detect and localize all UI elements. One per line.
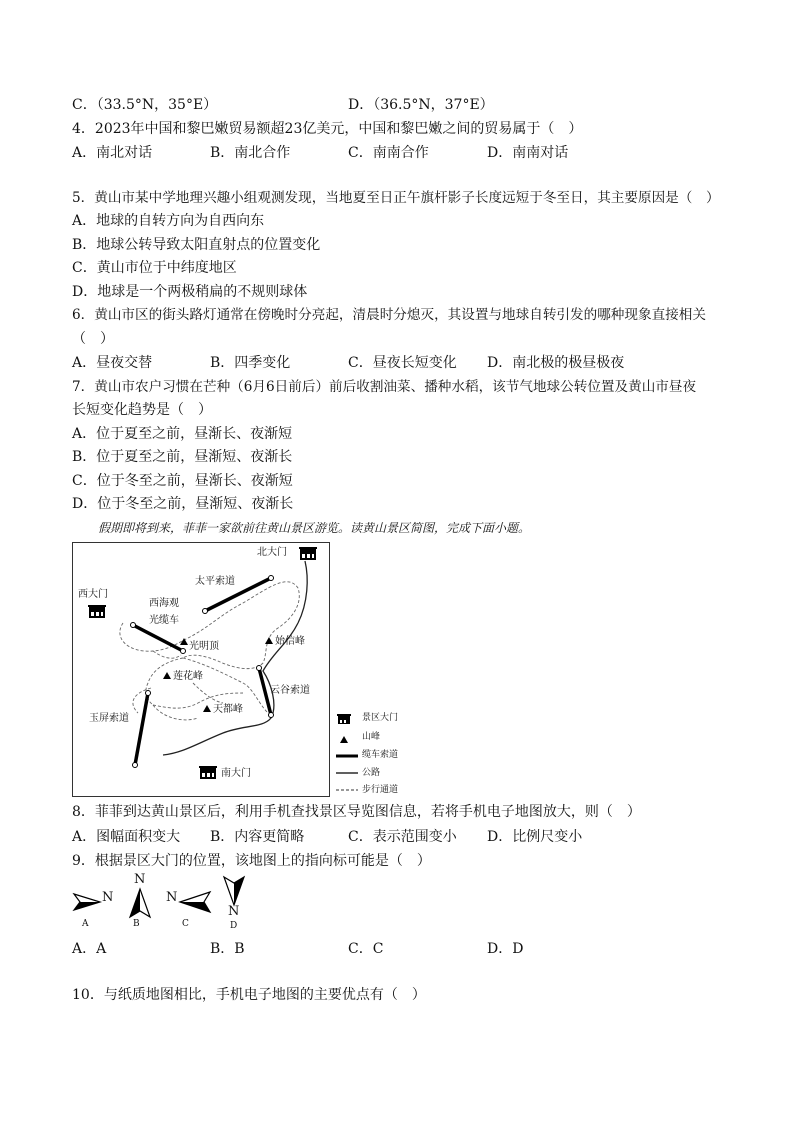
q4-option-a: A．南北对话 [72, 145, 153, 161]
q9-option-c: C．C [348, 941, 384, 957]
label-tiandu: 天都峰 [213, 704, 243, 715]
label-yungu: 云谷索道 [270, 685, 310, 696]
q7-option-d: D．位于冬至之前，昼渐短、夜渐长 [72, 496, 294, 512]
compass-c-north: N [166, 890, 178, 905]
q9-option-a: A．A [72, 941, 107, 957]
label-xihai-1: 西海观 [149, 598, 179, 609]
q6-option-b: B．四季变化 [210, 355, 291, 371]
label-yuping: 玉屏索道 [89, 713, 129, 724]
compass-a-north: N [102, 890, 114, 905]
q5-option-c: C．黄山市位于中纬度地区 [72, 260, 237, 276]
label-west-gate: 西大门 [78, 589, 108, 600]
q5-option-d: D．地球是一个两极稍扁的不规则球体 [72, 284, 308, 300]
q5-option-b: B．地球公转导致太阳直射点的位置变化 [72, 237, 321, 253]
q4-stem: 4．2023年中国和黎巴嫩贸易额超23亿美元，中国和黎巴嫩之间的贸易属于（ ） [72, 121, 583, 137]
q4-option-c: C．南南合作 [348, 145, 429, 161]
q8-option-b: B．内容更简略 [210, 829, 305, 845]
yuping-cableway [135, 693, 148, 765]
compass-a [72, 888, 118, 934]
q5-option-a: A．地球的自转方向为自西向东 [72, 213, 265, 229]
q10-stem: 10．与纸质地图相比，手机电子地图的主要优点有（ ） [72, 987, 426, 1003]
q3-option-c: C．（33.5°N，35°E） [72, 97, 218, 113]
legend-symbols [336, 712, 360, 798]
q4-option-d: D．南南对话 [487, 145, 569, 161]
legend-gate: 景区大门 [362, 713, 399, 723]
legend-cableway: 缆车索道 [362, 750, 399, 760]
compass-b [126, 872, 156, 934]
q7-option-a: A．位于夏至之前，昼渐长、夜渐短 [72, 426, 293, 442]
q9-option-d: D．D [487, 941, 524, 957]
label-lianhua: 莲花峰 [173, 671, 203, 682]
legend-peak: 山峰 [362, 732, 381, 742]
label-taiping: 太平索道 [195, 576, 235, 587]
label-shixin: 始信峰 [275, 636, 305, 647]
compass-a-letter: A [82, 919, 89, 929]
compass-c-letter: C [182, 919, 189, 929]
label-guangming: 光明顶 [189, 641, 219, 652]
q8-stem: 8．菲菲到达黄山景区后，利用手机查找景区导览图信息，若将手机电子地图放大，则（ ） [72, 804, 641, 820]
label-xihai-2: 光缆车 [149, 615, 179, 626]
map-intro: 假期即将到来，菲菲一家欲前往黄山景区游览。读黄山景区简图，完成下面小题。 [98, 521, 531, 535]
compass-b-letter: B [133, 919, 140, 929]
q8-option-a: A．图幅面积变大 [72, 829, 181, 845]
huangshan-map [72, 542, 330, 797]
compass-b-icon [126, 887, 156, 919]
q8-option-d: D．比例尺变小 [487, 829, 583, 845]
q6-option-d: D．南北极的极昼极夜 [487, 355, 625, 371]
compass-c [166, 888, 212, 934]
q4-option-b: B．南北合作 [210, 145, 291, 161]
map-legend [336, 712, 416, 798]
compass-c-icon [178, 888, 212, 918]
q8-option-c: C．表示范围变小 [348, 829, 457, 845]
compass-d-north: N [228, 904, 240, 919]
label-north-gate: 北大门 [257, 547, 287, 558]
compass-d-letter: D [230, 921, 238, 931]
compass-d [220, 875, 250, 935]
compass-b-north: N [134, 872, 146, 887]
q3-option-d: D．（36.5°N，37°E） [348, 97, 494, 113]
q9-option-b: B．B [210, 941, 245, 957]
q7-stem-line1: 7．黄山市农户习惯在芒种（6月6日前后）前后收割油菜、播种水稻，该节气地球公转位置及黄山市昼夜 [72, 379, 697, 395]
q7-stem-line2: 长短变化趋势是（ ） [72, 402, 212, 418]
q5-stem: 5．黄山市某中学地理兴趣小组观测发现，当地夏至日正午旗杆影子长度远短于冬至日，其主要原因是（ ） [72, 190, 720, 206]
q6-option-c: C．昼夜长短变化 [348, 355, 457, 371]
compass-d-icon [220, 875, 250, 907]
label-south-gate: 南大门 [221, 768, 251, 779]
q9-stem: 9．根据景区大门的位置，该地图上的指向标可能是（ ） [72, 853, 431, 869]
legend-walkway: 步行通道 [362, 785, 399, 795]
q6-stem-line1: 6．黄山市区的街头路灯通常在傍晚时分亮起，清晨时分熄灭，其设置与地球自转引发的哪种现象直接相关 [72, 307, 706, 323]
q7-option-c: C．位于冬至之前，昼渐长、夜渐短 [72, 473, 293, 489]
q6-option-a: A．昼夜交替 [72, 355, 153, 371]
q6-stem-line2: （ ） [72, 331, 114, 347]
legend-road: 公路 [362, 768, 381, 778]
q7-option-b: B．位于夏至之前，昼渐短、夜渐长 [72, 449, 293, 465]
xihai-cableway [133, 625, 183, 651]
